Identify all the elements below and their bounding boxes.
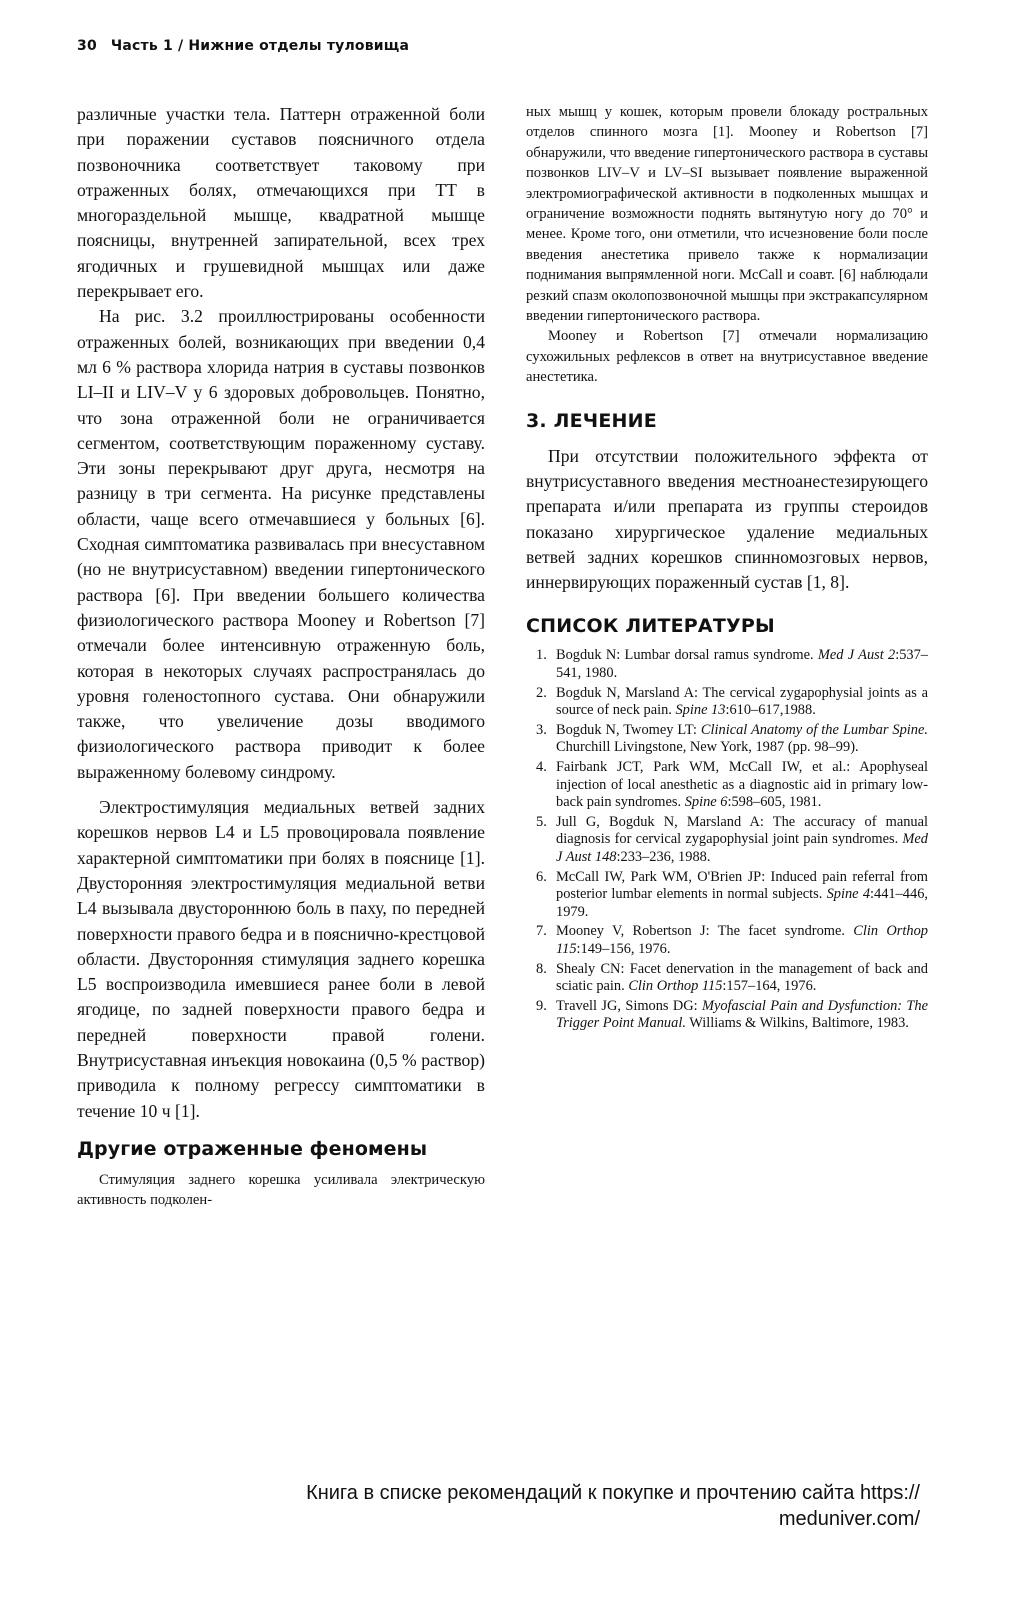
footer-line-1: Книга в списке рекомендаций к покупке и прочтению сайта https:// (306, 1482, 920, 1504)
right-paragraph-1: ных мышц у кошек, которым провели блокаду ростральных отделов спинного мозга [1]. Mooney и Robertson [7] обнаружили, что введение гипертонического раствора в суставы позвонков LIV–V и LV–SI вызывает появление выраженной электромиографической активности в подколенных мышцах и ограничение возможности поднять вытянутую ногу до 70° и менее. Кроме того, они отметили, что исчезновение боли после введения анестетика привело также к нормализации поднимания выпрямленной ноги. McCall и соавт. [6] наблюдали резкий спазм околопозвоночной мышцы при экстракапсулярном введении гипертонического раствора. (526, 104, 928, 325)
reference-item: 3. Bogduk N, Twomey LT: Clinical Anatomy of the Lumbar Spine. Churchill Livingstone, New York, 1987 (pp. 98–99). (536, 721, 928, 756)
footer-line-2: meduniver.com/ (778, 1508, 920, 1530)
left-paragraph-2: На рис. 3.2 проиллюстрированы особенности отраженных болей, возникающих при введении 0,4 мл 6 % раствора хлорида натрия в суставы позвонков LI–II и LIV–V у 6 здоровых добровольцев. Понятно, что зона отраженной боли не ограничивается сегментом, соответствующим пораженному суставу. Эти зоны перекрывают друг друга, несмотря на разницу в три сегмента. На рисунке представлены области, чаще всего отмечавшиеся у больных [6]. Сходная симптоматика развивалась при внесуставном (но не внутрисуставном) введении гипертонического раствора [6]. При введении большего количества физиологического раствора Mooney и Robertson [7] отмечали более интенсивную отраженную боль, которая в некоторых случаях распространялась до уровня голеностопного сустава. Они обнаружили также, что увеличение дозы вводимого физиологического раствора приводит к более выраженному болевому синдрому. (77, 306, 485, 782)
left-column (77, 102, 485, 1211)
reference-list (526, 647, 928, 1032)
section-heading-references: СПИСОК ЛИТЕРАТУРЫ (526, 615, 775, 638)
reference-item: 1. Bogduk N: Lumbar dorsal ramus syndrome. Med J Aust 2:537–541, 1980. (536, 647, 928, 682)
section-heading-treatment: 3. ЛЕЧЕНИЕ (526, 409, 657, 432)
running-header (77, 38, 409, 54)
left-paragraph-1: различные участки тела. Паттерн отраженной боли при поражении суставов поясничного отдела позвоночника соответствует таковому при отраженных болях, отмечающихся при ТТ в многораздельной мышце, квадратной мышце поясницы, внутренней запирательной, всех трех ягодичных и грушевидной мышцах или даже перекрывает его. (77, 104, 485, 302)
left-paragraph-4: Стимуляция заднего корешка усиливала электрическую активность подколен- (77, 1171, 485, 1209)
right-paragraph-2: Mooney и Robertson [7] отмечали нормализацию сухожильных рефлексов в ответ на внутрисуставное введение анестетика. (526, 328, 928, 386)
reference-item: 4. Fairbank JCT, Park WM, McCall IW, et al.: Apophyseal injection of local anesthetic as a diagnostic aid in primary low-back pain syndromes. Spine 6:598–605, 1981. (536, 759, 928, 811)
reference-item: 7. Mooney V, Robertson J: The facet syndrome. Clin Orthop 115:149–156, 1976. (536, 923, 928, 957)
reference-item: 8. Shealy CN: Facet denervation in the management of back and sciatic pain. Clin Orthop 115:157–164, 1976. (536, 960, 928, 995)
running-title: Часть 1 / Нижние отделы туловища (110, 38, 410, 54)
reference-item: 5. Jull G, Bogduk N, Marsland A: The accuracy of manual diagnosis for cervical zygapophysial joint pain syndromes. Med J Aust 148:233–236, 1988. (536, 813, 928, 865)
footer-note (120, 1480, 920, 1532)
left-paragraph-3: Электростимуляция медиальных ветвей задних корешков нервов L4 и L5 провоцировала появление характерной симптоматики при болях в пояснице [1]. Двусторонняя электростимуляция медиальной ветви L4 вызывала двустороннюю боль в паху, по передней поверхности правого бедра и в пояснично-крестцовой области. Двусторонняя стимуляция заднего корешка L5 воспроизводила имевшиеся ранее боли в левой ягодице, по задней поверхности правого бедра и передней поверхности правой голени. Внутрисуставная инъекция новокаина (0,5 % раствор) приводила к полному регрессу симптоматики в течение 10 ч [1]. (77, 797, 485, 1121)
page-number: 30 (77, 38, 97, 54)
section-heading-other-phenomena: Другие отраженные феномены (77, 1137, 428, 1160)
reference-item: 9. Travell JG, Simons DG: Myofascial Pain and Dysfunction: The Trigger Point Manual. Williams & Wilkins, Baltimore, 1983. (536, 997, 928, 1032)
reference-item: 2. Bogduk N, Marsland A: The cervical zygapophysial joints as a source of neck pain. Spine 13:610–617,1988. (536, 684, 928, 719)
reference-item: 6. McCall IW, Park WM, O'Brien JP: Induced pain referral from posterior lumbar elements in normal subjects. Spine 4:441–446, 1979. (536, 868, 928, 920)
right-column (526, 102, 928, 1035)
right-paragraph-3: При отсутствии положительного эффекта от внутрисуставного введения местноанестезирующего препарата и/или препарата из группы стероидов показано хирургическое удаление медиальных ветвей задних корешков спинномозговых нервов, иннервирующих пораженный сустав [1, 8]. (526, 445, 928, 593)
